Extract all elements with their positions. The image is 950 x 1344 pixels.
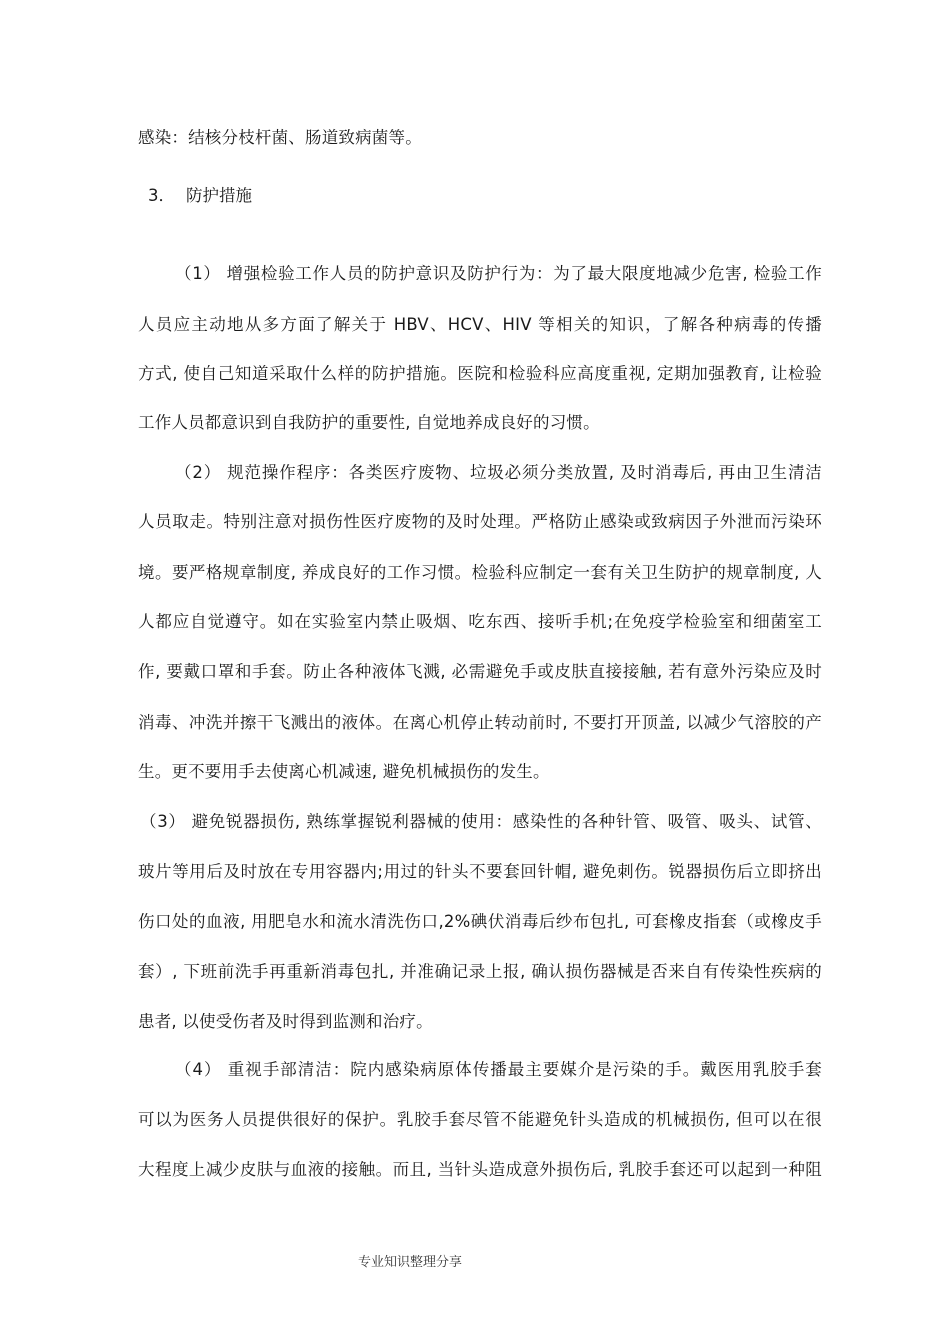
section-heading	[148, 184, 252, 208]
paragraph-4-line-1: （4） 重视手部清洁：院内感染病原体传播最主要媒介是污染的手。戴医用乳胶手套	[175, 1060, 822, 1079]
section-number: 3．	[148, 186, 175, 205]
paragraph-2-line-3: 境。要严格规章制度, 养成良好的工作习惯。检验科应制定一套有关卫生防护的规章制度, 人	[138, 563, 822, 582]
section-title: 防护措施	[186, 186, 252, 205]
paragraph-3-line-5: 患者, 以使受伤者及时得到监测和治疗。	[138, 1012, 433, 1031]
paragraph-2-line-4: 人都应自觉遵守。如在实验室内禁止吸烟、吃东西、接听手机;在免疫学检验室和细菌室工	[138, 612, 822, 631]
paragraph-2-line-1: （2） 规范操作程序：各类医疗废物、垃圾必须分类放置, 及时消毒后, 再由卫生清洁	[175, 463, 822, 482]
paragraph-1-line-1: （1） 增强检验工作人员的防护意识及防护行为：为了最大限度地减少危害, 检验工作	[175, 264, 822, 283]
paragraph-1-line-3: 方式, 使自己知道采取什么样的防护措施。医院和检验科应高度重视, 定期加强教育, 让检验	[138, 364, 822, 383]
paragraph-3-line-1: （3） 避免锐器损伤, 熟练掌握锐利器械的使用：感染性的各种针管、吸管、吸头、试管、	[140, 812, 822, 831]
text-line-1: 感染：结核分枝杆菌、肠道致病菌等。	[138, 128, 422, 147]
paragraph-2-line-6: 消毒、冲洗并擦干飞溅出的液体。在离心机停止转动前时, 不要打开顶盖, 以减少气溶胶的产	[138, 713, 822, 732]
page-footer: 专业知识整理分享	[358, 1255, 463, 1270]
paragraph-1-line-2: 人员应主动地从多方面了解关于 HBV、HCV、HIV 等相关的知识，了解各种病毒的传播	[138, 315, 822, 334]
paragraph-3-line-2: 玻片等用后及时放在专用容器内;用过的针头不要套回针帽, 避免刺伤。锐器损伤后立即挤出	[138, 862, 822, 881]
paragraph-2-line-5: 作, 要戴口罩和手套。防止各种液体飞溅, 必需避免手或皮肤直接接触, 若有意外污染应及时	[138, 662, 822, 681]
paragraph-4-line-2: 可以为医务人员提供很好的保护。乳胶手套尽管不能避免针头造成的机械损伤, 但可以在很	[138, 1110, 822, 1129]
paragraph-3-line-3: 伤口处的血液, 用肥皂水和流水清洗伤口,2%碘伏消毒后纱布包扎, 可套橡皮指套（或橡皮手	[138, 912, 822, 931]
paragraph-3-line-4: 套）, 下班前洗手再重新消毒包扎, 并准确记录上报, 确认损伤器械是否来自有传染性疾病的	[138, 962, 822, 981]
paragraph-4-line-3: 大程度上减少皮肤与血液的接触。而且, 当针头造成意外损伤后, 乳胶手套还可以起到一种阻	[138, 1160, 822, 1179]
paragraph-2-line-2: 人员取走。特别注意对损伤性医疗废物的及时处理。严格防止感染或致病因子外泄而污染环	[138, 512, 822, 531]
paragraph-1-line-4: 工作人员都意识到自我防护的重要性, 自觉地养成良好的习惯。	[138, 413, 600, 432]
paragraph-2-line-7: 生。更不要用手去使离心机减速, 避免机械损伤的发生。	[138, 762, 550, 781]
